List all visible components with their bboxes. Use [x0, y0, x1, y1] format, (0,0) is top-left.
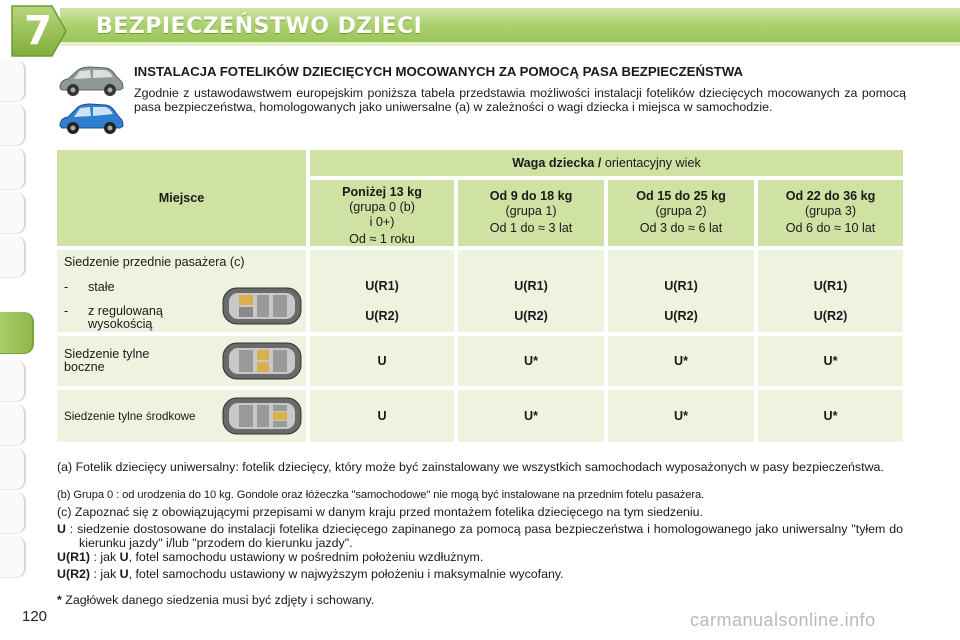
row-rear-center-label: Siedzenie tylne środkowe [64, 410, 196, 423]
car-seat-rear-center-icon [221, 395, 303, 437]
row-front-g0 [310, 250, 454, 332]
row-front-g1 [458, 250, 604, 332]
note-star-key: * [57, 593, 62, 607]
chapter-tab-5[interactable] [0, 236, 26, 278]
row-front-dash-2: - [64, 304, 69, 318]
chapter-tab-8[interactable] [0, 360, 26, 402]
value-u-star: U* [674, 409, 688, 423]
group-age: Od 1 do ≈ 3 lat [489, 221, 573, 235]
group-header-1 [458, 180, 604, 246]
note-c-text: (c) Zapoznać się z obowiązującymi przepisami w danym kraju przed montażem fotelika dziecięcego na tym siedzeniu. [57, 505, 703, 519]
group-title: Od 15 do 25 kg [636, 189, 726, 203]
row-rear-center-g1 [458, 390, 604, 442]
car-seat-front-icon [221, 284, 303, 328]
row-rear-side-g0 [310, 336, 454, 386]
chapter-tab-9[interactable] [0, 404, 26, 446]
weight-header [512, 156, 701, 171]
chapter-tab-1[interactable] [0, 60, 26, 102]
page-header [0, 0, 960, 54]
car-grey-icon [56, 62, 126, 98]
row-front-dash-1: - [64, 280, 69, 294]
value-u: U [377, 409, 387, 423]
row-rear-side-g2 [608, 336, 754, 386]
row-rear-side-label: Siedzenie tylne [64, 347, 150, 361]
car-blue-icon [56, 100, 126, 136]
row-front-label: Siedzenie przednie pasażera (c) [64, 255, 245, 269]
note-ur1-u: U [119, 550, 129, 564]
row-rear-center-g0 [310, 390, 454, 442]
chapter-tab-7-active[interactable] [0, 312, 34, 354]
note-b [57, 488, 903, 502]
chapter-tabs [0, 60, 26, 580]
row-rear-side-label-cont: boczne [64, 360, 105, 374]
note-ur2-key: U(R2) [57, 567, 91, 581]
group-header-2 [608, 180, 754, 246]
group-number: (grupa 0 (b) [349, 200, 415, 214]
row-front-fixed: stałe [88, 280, 115, 294]
row-rear-center-place [57, 390, 306, 442]
note-star [57, 593, 903, 607]
note-ur2-mid: : jak [90, 567, 120, 581]
section-intro: Zgodnie z ustawodawstwem europejskim poniższa tabela przedstawia możliwości instalacji fotelików dziecięcych mocowanych za pomocą pasa bezpieczeństwa, homologowanych jako uniwersalne (a) w zależności o wagi dziecka i miejsca w samochodzie. [134, 86, 906, 114]
value-u-star: U* [823, 409, 838, 423]
group-title: Od 22 do 36 kg [785, 189, 876, 203]
value-u-star: U* [524, 354, 538, 368]
note-ur2-u: U [119, 567, 129, 581]
group-header-3 [758, 180, 903, 246]
car-seat-rear-side-icon [221, 340, 303, 382]
group-number: (grupa 2) [655, 204, 707, 218]
row-rear-side-g1 [458, 336, 604, 386]
note-u [57, 522, 903, 550]
group-age: Od ≈ 1 roku [349, 232, 415, 246]
weight-header-bold: Waga dziecka / [512, 155, 602, 170]
note-ur2-text: , fotel samochodu ustawiony w najwyższym położeniu i maksymalnie wycofany. [128, 567, 564, 581]
chapter-tab-10[interactable] [0, 448, 26, 490]
note-ur2 [57, 567, 903, 581]
chapter-number: 7 [24, 8, 52, 54]
row-front-place [57, 250, 306, 332]
note-u-text: : siedzenie dostosowane do instalacji fotelika dziecięcego zapinanego za pomocą pasa bezpieczeństwa i homologowanego jako uniwersalny "tyłem do kierunku jazdy" i/lub "przodem do kierunku jazdy". [65, 522, 903, 550]
row-front-g3 [758, 250, 903, 332]
value-r2: U(R2) [365, 309, 399, 323]
row-rear-side-place [57, 336, 306, 386]
weight-header-cell [310, 150, 903, 176]
value-r1: U(R1) [813, 279, 848, 293]
value-r1: U(R1) [664, 279, 698, 293]
note-ur1-mid: : jak [90, 550, 120, 564]
group-number-cont: i 0+) [369, 215, 395, 229]
page-title: BEZPIECZEŃSTWO DZIECI [96, 14, 423, 39]
note-b-text: (b) Grupa 0 : od urodzenia do 10 kg. Gondole oraz łóżeczka "samochodowe" nie mogą być instalowane na przednim fotelu pasażera. [57, 489, 705, 501]
note-a-text: (a) Fotelik dziecięcy uniwersalny: fotelik dziecięcy, który może być zainstalowany we wszystkich samochodach wyposażonych w pasy bezpieczeństwa. [57, 460, 884, 474]
value-u-star: U* [823, 354, 838, 368]
place-header-cell [57, 150, 306, 246]
chapter-tab-12[interactable] [0, 536, 26, 578]
value-u-star: U* [524, 409, 538, 423]
value-r2: U(R2) [813, 309, 848, 323]
value-r1: U(R1) [365, 279, 399, 293]
row-front-g2 [608, 250, 754, 332]
note-ur1-key: U(R1) [57, 550, 91, 564]
group-number: (grupa 1) [505, 204, 557, 218]
row-front-adjustable: z regulowaną [88, 304, 163, 318]
chapter-badge [8, 4, 68, 58]
place-header: Miejsce [158, 190, 205, 205]
note-star-text: Zagłówek danego siedzenia musi być zdjęty i schowany. [61, 593, 375, 607]
group-age: Od 6 do ≈ 10 lat [785, 221, 876, 235]
value-r2: U(R2) [514, 309, 548, 323]
value-r1: U(R1) [514, 279, 548, 293]
group-title: Od 9 do 18 kg [489, 189, 573, 203]
chapter-tab-11[interactable] [0, 492, 26, 534]
note-c [57, 505, 903, 519]
row-rear-center-g3 [758, 390, 903, 442]
value-u-star: U* [674, 354, 688, 368]
note-ur1-text: , fotel samochodu ustawiony w pośrednim położeniu wzdłużnym. [128, 550, 484, 564]
group-age: Od 3 do ≈ 6 lat [639, 221, 723, 235]
group-number: (grupa 3) [804, 204, 857, 218]
row-front-adjustable-cont: wysokością [88, 317, 153, 331]
value-r2: U(R2) [664, 309, 698, 323]
watermark: carmanualsonline.info [690, 610, 876, 630]
row-rear-side-g3 [758, 336, 903, 386]
row-rear-center-g2 [608, 390, 754, 442]
chapter-tab-3[interactable] [0, 148, 26, 190]
note-u-key: U [57, 522, 66, 536]
group-header-0 [310, 180, 454, 246]
page-number: 120 [22, 608, 48, 625]
note-ur1 [57, 550, 903, 564]
note-a [57, 460, 903, 474]
group-title: Poniżej 13 kg [342, 185, 422, 199]
section-title: INSTALACJA FOTELIKÓW DZIECIĘCYCH MOCOWANYCH ZA POMOCĄ PASA BEZPIECZEŃSTWA [134, 64, 744, 79]
value-u: U [377, 354, 387, 368]
weight-header-rest: orientacyjny wiek [601, 155, 701, 170]
chapter-tab-2[interactable] [0, 104, 26, 146]
chapter-tab-4[interactable] [0, 192, 26, 234]
